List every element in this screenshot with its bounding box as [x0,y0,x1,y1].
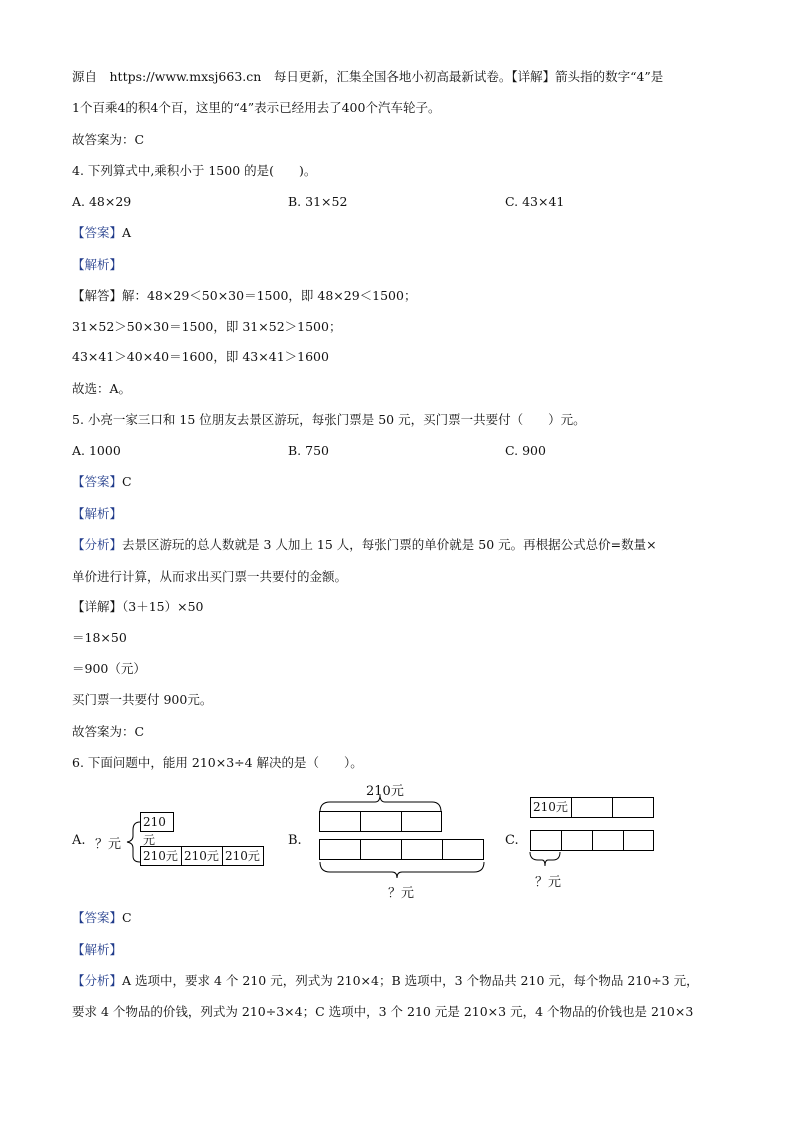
text-line: 故答案为：C [72,724,145,739]
solution-line [72,288,416,304]
unknown-yuan-c: ？元 [535,875,562,890]
segment-box [530,830,562,851]
answer-value: C [122,910,132,925]
text-line: 故答案为：C [72,132,145,147]
answer-tag: 【答案】 [72,225,123,240]
detail-line [72,599,204,615]
diagram-b-label: B. [288,833,302,848]
text-line: 故选：A。 [72,381,132,396]
brace-c [530,852,560,866]
segment-box [561,830,593,851]
question-6: 6. 下面问题中，能用 210×3÷4 解决的是（ ）。 [72,755,363,770]
segment-box [401,811,442,832]
price-box: 210元 [530,797,572,818]
segment-box [571,797,613,818]
segment-box [401,839,443,860]
analysis-line [72,973,699,989]
price-box: 210元 [140,812,174,832]
brace-a [127,822,140,862]
option-c: C. 43×41 [505,194,565,209]
text-line: ＝900（元） [72,661,146,676]
price-box: 210元 [222,846,264,866]
text-line: 43×41＞40×40＝1600，即 43×41＞1600 [72,349,329,364]
fenxi-tag: 【分析】 [72,537,123,552]
option-a: A. 48×29 [72,194,132,209]
segment-box [360,811,402,832]
segment-box [442,839,484,860]
brace-b-bottom [320,862,484,878]
segment-box [319,839,361,860]
text-line: 要求 4 个物品的价钱，列式为 210÷3×4；C 选项中，3 个 210 元是 210×3 元，4 个物品的价钱也是 210×3 [72,1004,694,1019]
detail-text: （3＋15）×50 [122,599,204,614]
total-price-b: 210元 [366,784,404,799]
analysis-tag: 【解析】 [72,942,123,957]
analysis-tag: 【解析】 [72,257,123,272]
option-a: A. 1000 [72,443,121,458]
text-line: 单价进行计算，从而求出买门票一共要付的金额。 [72,569,348,584]
analysis-text: A 选项中，要求 4 个 210 元，列式为 210×4；B 选项中，3 个物品共 210 元，每个物品 210÷3 元， [122,973,699,988]
solve-tag: 【解答】 [72,288,123,303]
option-b: B. 750 [288,443,329,458]
analysis-text: 去景区游玩的总人数就是 3 人加上 15 人，每张门票的单价就是 50 元。再根据公式总价=数量× [122,537,657,552]
price-box: 210元 [140,846,182,866]
detail-tag: 【详解】 [72,599,123,614]
option-c: C. 900 [505,443,546,458]
text-line: 31×52＞50×30＝1500，即 31×52＞1500； [72,319,342,334]
answer-value: C [122,474,132,489]
text-line: 1个百乘4的积4个百，这里的“4”表示已经用去了400个汽车轮子。 [72,100,441,115]
text-line: ＝18×50 [72,630,127,645]
fenxi-tag: 【分析】 [72,973,123,988]
diagram-c-label: C. [505,833,519,848]
text-line: 买门票一共要付 900元。 [72,692,213,707]
answer-tag: 【答案】 [72,474,123,489]
answer-value: A [122,225,132,240]
segment-box [612,797,654,818]
segment-box [623,830,654,851]
option-b: B. 31×52 [288,194,348,209]
segment-box [360,839,402,860]
answer-line [72,225,131,241]
answer-line [72,910,132,926]
unknown-yuan-a: ？元 [95,837,122,852]
question-4: 4. 下列算式中,乘积小于 1500 的是( )。 [72,163,317,178]
price-box: 210元 [181,846,223,866]
analysis-tag: 【解析】 [72,506,123,521]
question-5: 5. 小亮一家三口和 15 位朋友去景区游玩，每张门票是 50 元，买门票一共要付（ ）元。 [72,412,586,427]
unknown-yuan-b: ？元 [388,886,415,901]
analysis-line [72,537,657,553]
text-line: 源自 https://www.mxsj663.cn 每日更新，汇集全国各地小初高最新试卷。【详解】箭头指的数字“4”是 [72,69,664,84]
segment-box [592,830,624,851]
diagram-a-label: A. [72,833,86,848]
answer-line [72,474,132,490]
solution-text: 解：48×29＜50×30＝1500，即 48×29＜1500； [122,288,417,303]
answer-tag: 【答案】 [72,910,123,925]
segment-box [319,811,361,832]
